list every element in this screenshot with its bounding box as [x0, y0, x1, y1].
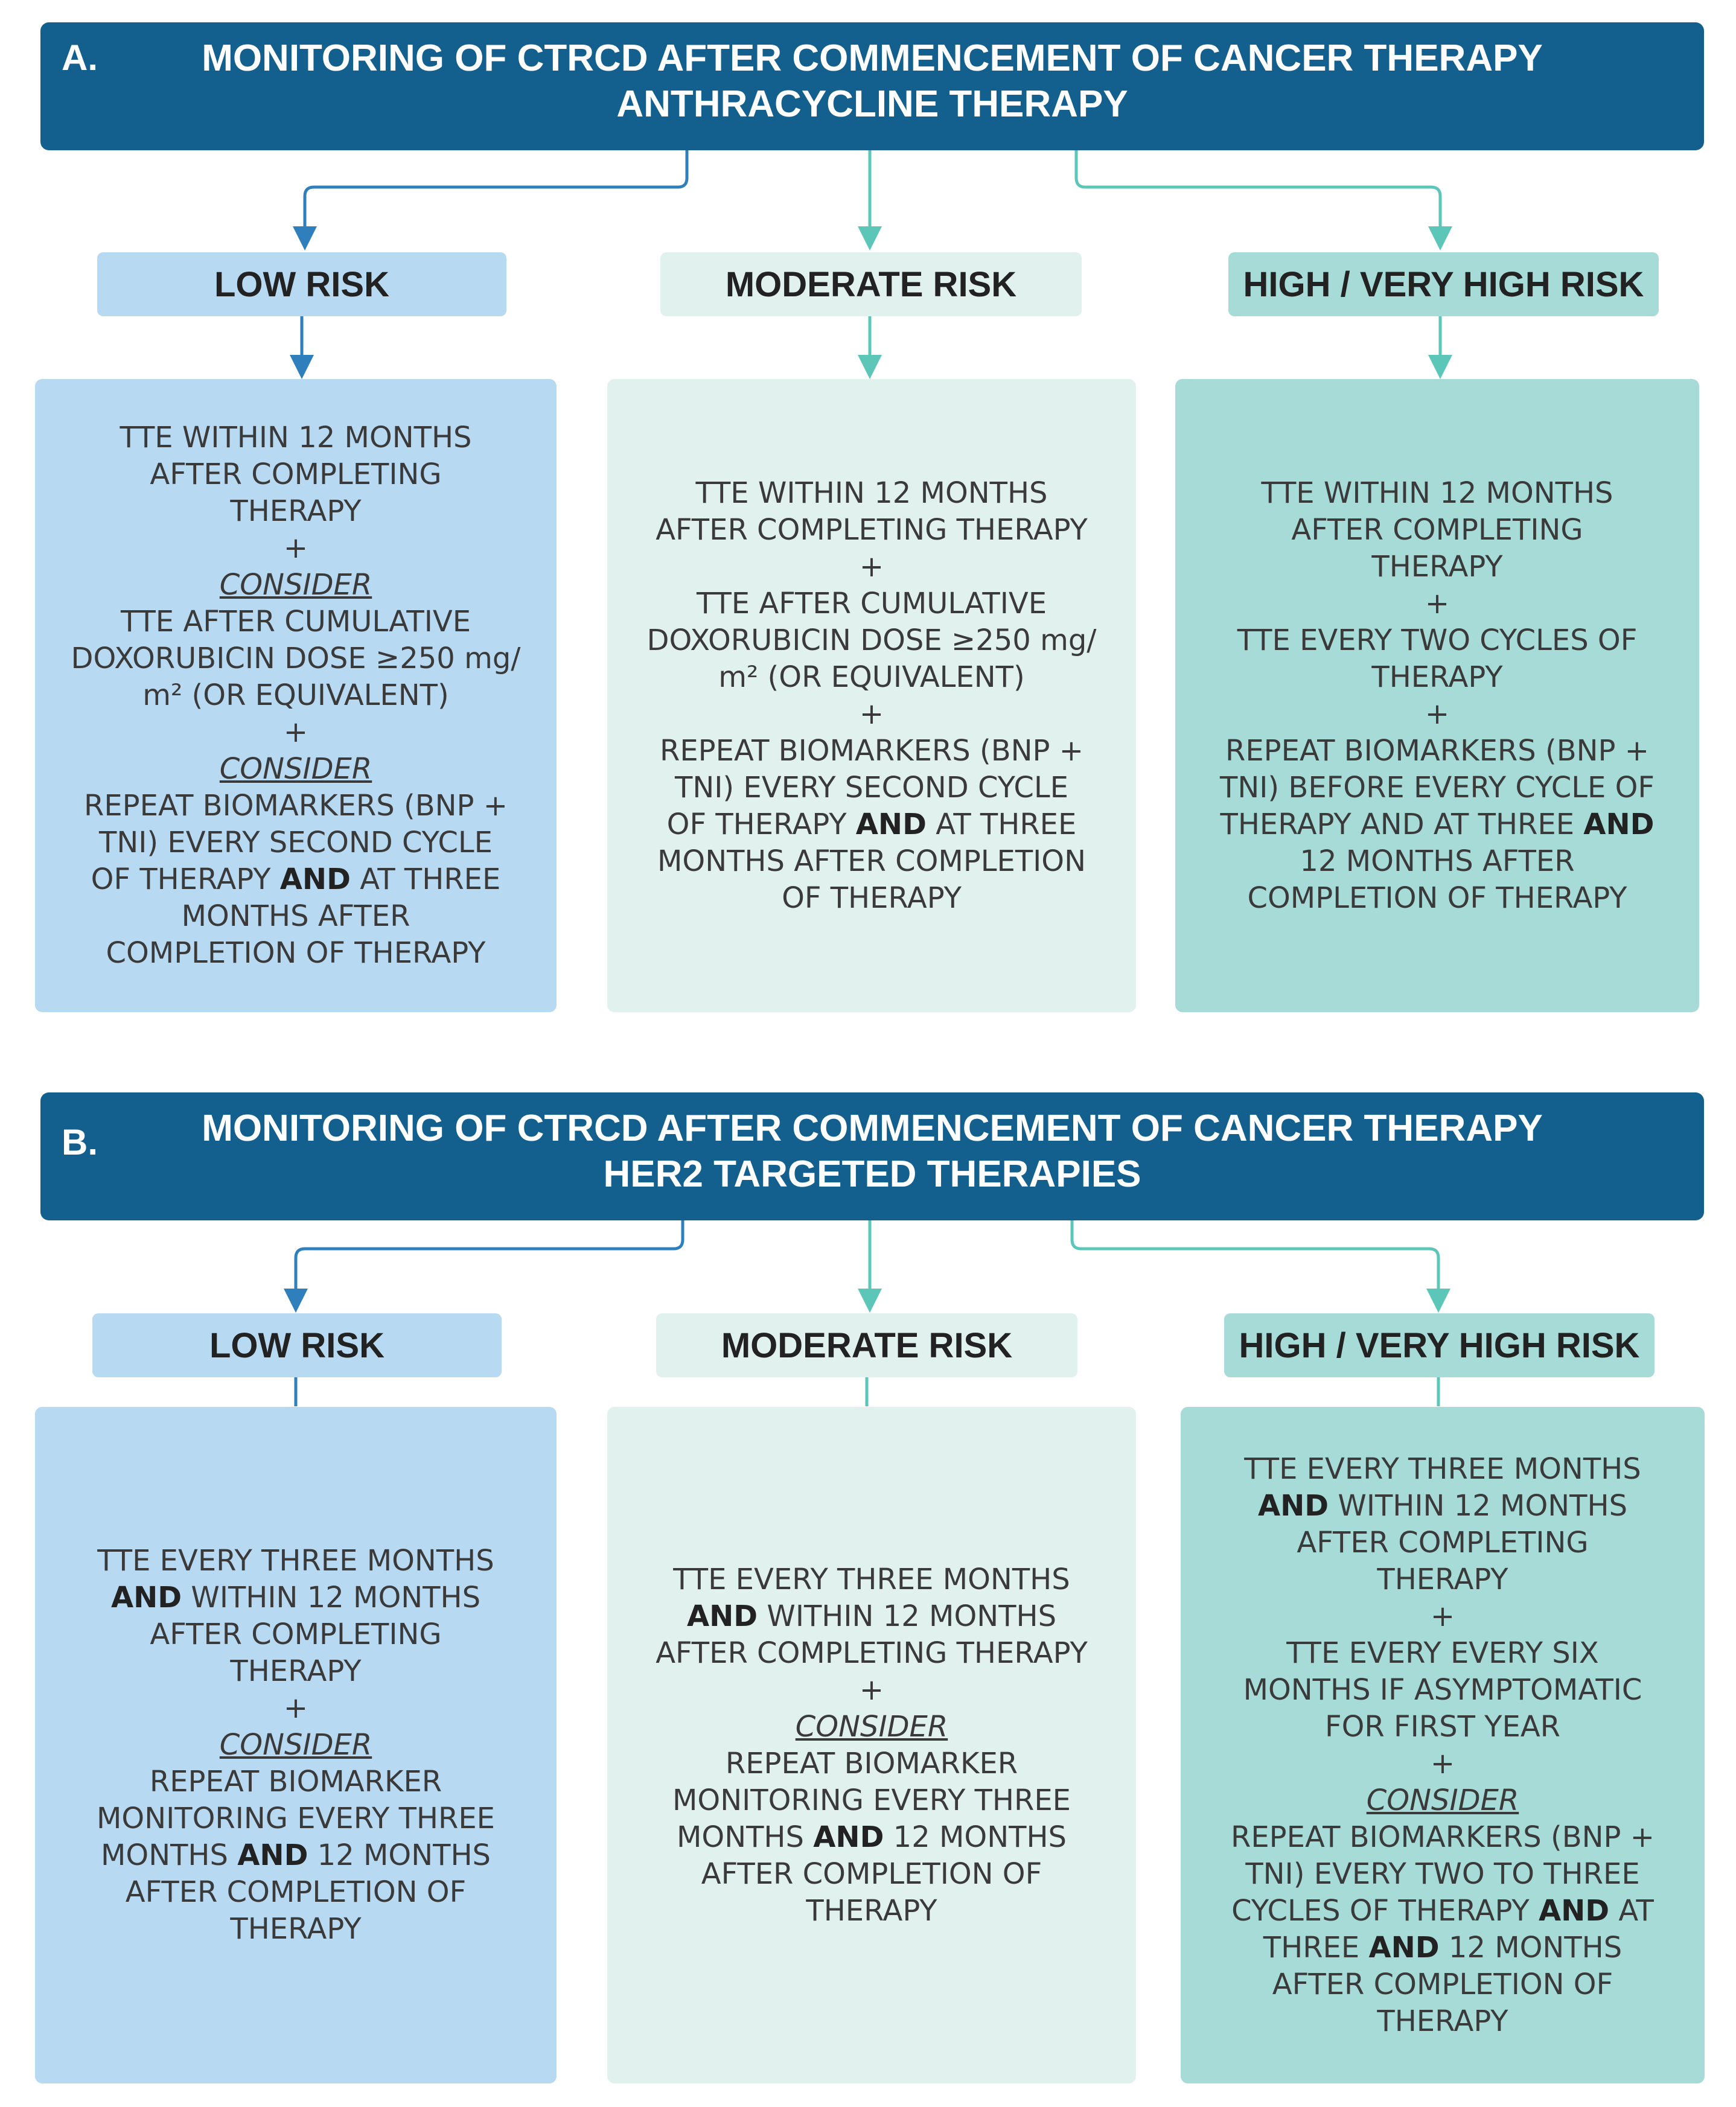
- b-high-plus: +: [1430, 1599, 1455, 1633]
- text-run: 12 MONTHS: [308, 1838, 491, 1872]
- a-low-line: [91, 861, 501, 898]
- section-a-low-risk-box: [35, 379, 557, 1012]
- b-high-line: [1231, 1893, 1654, 1930]
- a-mod-line: MONTHS AFTER COMPLETION: [657, 844, 1086, 878]
- a-mod-line: [667, 806, 1077, 843]
- a-high-line: 12 MONTHS AFTER: [1300, 844, 1575, 878]
- section-b-title: [40, 1106, 1704, 1197]
- section-a-moderate-risk-label: MODERATE RISK: [660, 252, 1082, 316]
- text-run: WITHIN 12 MONTHS: [758, 1599, 1057, 1633]
- b-low-line: AFTER COMPLETING: [150, 1618, 442, 1651]
- section-b-letter: B.: [62, 1122, 98, 1162]
- a-high-line: AFTER COMPLETING: [1291, 512, 1583, 547]
- b-high-line: MONTHS IF ASYMPTOMATIC: [1243, 1672, 1642, 1707]
- a-high-plus: +: [1425, 696, 1450, 731]
- b-high-consider: CONSIDER: [1366, 1783, 1519, 1817]
- text-run: THERAPY AND AT THREE: [1220, 807, 1584, 841]
- a-low-consider: CONSIDER: [219, 752, 372, 786]
- a-low-line: TTE WITHIN 12 MONTHS: [120, 421, 472, 454]
- a-low-line: REPEAT BIOMARKERS (BNP +: [84, 789, 508, 823]
- a-high-line: REPEAT BIOMARKERS (BNP +: [1225, 733, 1649, 768]
- text-run: AT: [1609, 1893, 1654, 1928]
- emphasis-and: AND: [110, 1581, 182, 1615]
- a-mod-line: TNI) EVERY SECOND CYCLE: [675, 770, 1068, 805]
- a-high-line: TNI) BEFORE EVERY CYCLE OF: [1220, 770, 1655, 805]
- b-low-plus: +: [283, 1691, 308, 1725]
- text-run: AT THREE: [350, 862, 501, 896]
- emphasis-and: AND: [1257, 1488, 1329, 1523]
- emphasis-and: AND: [237, 1838, 308, 1872]
- b-low-line: AFTER COMPLETION OF: [125, 1875, 467, 1909]
- text-run: WITHIN 12 MONTHS: [182, 1581, 481, 1615]
- text-run: OF THERAPY: [91, 862, 280, 896]
- a-high-plus: +: [1425, 586, 1450, 620]
- section-b-low-risk-label: LOW RISK: [92, 1313, 502, 1377]
- b-high-line: REPEAT BIOMARKERS (BNP +: [1231, 1820, 1655, 1854]
- section-a-high-risk-box: [1175, 379, 1699, 1012]
- b-low-line: TTE EVERY THREE MONTHS: [97, 1544, 494, 1578]
- b-low-line: [111, 1579, 480, 1616]
- b-mod-line: TTE EVERY THREE MONTHS: [673, 1562, 1070, 1596]
- a-mod-line: DOXORUBICIN DOSE ≥250 mg/: [646, 623, 1097, 657]
- section-a-high-risk-label: HIGH / VERY HIGH RISK: [1228, 252, 1659, 316]
- b-low-line: MONITORING EVERY THREE: [97, 1802, 495, 1835]
- b-low-line: THERAPY: [230, 1654, 362, 1688]
- b-high-line: THERAPY: [1377, 2004, 1508, 2038]
- text-run: MONTHS: [677, 1820, 814, 1854]
- section-a-title: [40, 36, 1704, 127]
- a-mod-line: TTE WITHIN 12 MONTHS: [695, 476, 1048, 510]
- a-high-line: THERAPY: [1371, 549, 1503, 584]
- arrow-a-low: [305, 149, 687, 238]
- a-low-line: MONTHS AFTER: [181, 899, 410, 933]
- text-run: THREE: [1263, 1930, 1369, 1965]
- a-mod-line: TTE AFTER CUMULATIVE: [696, 586, 1047, 620]
- section-a-header: [40, 22, 1704, 150]
- text-run: AT THREE: [926, 807, 1077, 841]
- arrow-b-low: [296, 1220, 683, 1301]
- a-low-line: AFTER COMPLETING: [150, 457, 442, 491]
- text-run: 12 MONTHS: [884, 1820, 1067, 1854]
- b-low-line: THERAPY: [230, 1912, 362, 1946]
- b-mod-line: [677, 1819, 1067, 1856]
- a-low-line: DOXORUBICIN DOSE ≥250 mg/: [71, 642, 521, 675]
- section-b-title-line2: HER2 TARGETED THERAPIES: [603, 1153, 1141, 1195]
- a-high-line: TTE EVERY TWO CYCLES OF: [1237, 623, 1638, 657]
- a-mod-line: OF THERAPY: [782, 881, 962, 915]
- b-mod-plus: +: [859, 1672, 884, 1707]
- b-high-line: AFTER COMPLETING: [1297, 1525, 1589, 1560]
- emphasis-and: AND: [686, 1599, 758, 1633]
- section-b-high-risk-box: [1181, 1407, 1705, 2083]
- section-a-title-line2: ANTHRACYCLINE THERAPY: [616, 83, 1128, 125]
- a-high-line: [1221, 806, 1655, 843]
- a-low-line: THERAPY: [230, 494, 362, 528]
- a-low-line: COMPLETION OF THERAPY: [106, 936, 486, 970]
- emphasis-and: AND: [1368, 1930, 1440, 1965]
- a-high-line: TTE WITHIN 12 MONTHS: [1261, 476, 1613, 510]
- text-run: 12 MONTHS: [1439, 1930, 1623, 1965]
- b-mod-line: REPEAT BIOMARKER: [725, 1746, 1018, 1780]
- arrow-a-high: [1076, 149, 1440, 238]
- section-a-moderate-risk-box: [607, 379, 1136, 1012]
- a-low-plus: +: [283, 531, 308, 565]
- emphasis-and: AND: [279, 862, 351, 896]
- b-high-line: TNI) EVERY TWO TO THREE: [1245, 1857, 1640, 1891]
- a-low-line: TNI) EVERY SECOND CYCLE: [99, 826, 493, 859]
- a-high-line: THERAPY: [1371, 660, 1503, 694]
- a-mod-line: AFTER COMPLETING THERAPY: [656, 512, 1088, 547]
- b-low-consider: CONSIDER: [219, 1728, 372, 1762]
- emphasis-and: AND: [1583, 807, 1655, 841]
- section-a-title-line1: MONITORING OF CTRCD AFTER COMMENCEMENT OF CANCER THERAPY: [202, 37, 1543, 79]
- b-mod-line: MONITORING EVERY THREE: [672, 1783, 1071, 1817]
- section-a-letter: A.: [62, 37, 98, 78]
- section-b-moderate-risk-box: [607, 1407, 1136, 2083]
- a-mod-plus: +: [859, 549, 884, 584]
- b-high-line: AFTER COMPLETION OF: [1272, 1967, 1613, 2001]
- emphasis-and: AND: [855, 807, 927, 841]
- a-low-consider: CONSIDER: [219, 568, 372, 602]
- section-b-high-risk-label: HIGH / VERY HIGH RISK: [1224, 1313, 1655, 1377]
- text-run: OF THERAPY: [666, 807, 856, 841]
- a-high-line: COMPLETION OF THERAPY: [1247, 881, 1627, 915]
- b-high-line: [1258, 1488, 1627, 1525]
- b-mod-line: AFTER COMPLETING THERAPY: [656, 1636, 1088, 1670]
- b-high-plus: +: [1430, 1746, 1455, 1780]
- emphasis-and: AND: [1538, 1893, 1610, 1928]
- section-b-title-line1: MONITORING OF CTRCD AFTER COMMENCEMENT OF CANCER THERAPY: [202, 1108, 1543, 1149]
- b-mod-consider: CONSIDER: [795, 1709, 948, 1744]
- text-run: MONTHS: [101, 1838, 238, 1872]
- b-low-line: [101, 1837, 491, 1874]
- b-mod-line: THERAPY: [806, 1893, 937, 1928]
- section-b-header: [40, 1092, 1704, 1220]
- section-b-moderate-risk-label: MODERATE RISK: [656, 1313, 1077, 1377]
- a-low-line: m² (OR EQUIVALENT): [142, 678, 449, 712]
- text-run: WITHIN 12 MONTHS: [1329, 1488, 1628, 1523]
- b-high-line: THERAPY: [1377, 1562, 1508, 1596]
- b-mod-line: [687, 1598, 1056, 1635]
- b-low-line: REPEAT BIOMARKER: [149, 1765, 442, 1799]
- b-high-line: TTE EVERY EVERY SIX: [1286, 1636, 1599, 1670]
- section-a-low-risk-label: LOW RISK: [97, 252, 506, 316]
- a-low-plus: +: [283, 715, 308, 749]
- arrow-b-high: [1072, 1220, 1438, 1301]
- b-high-line: TTE EVERY THREE MONTHS: [1244, 1452, 1641, 1486]
- a-mod-line: m² (OR EQUIVALENT): [718, 660, 1025, 694]
- a-mod-line: REPEAT BIOMARKERS (BNP +: [660, 733, 1083, 768]
- emphasis-and: AND: [813, 1820, 884, 1854]
- b-high-line: [1263, 1930, 1622, 1966]
- b-mod-line: AFTER COMPLETION OF: [701, 1857, 1042, 1891]
- b-high-line: FOR FIRST YEAR: [1325, 1709, 1560, 1744]
- text-run: CYCLES OF THERAPY: [1231, 1893, 1539, 1928]
- section-b-low-risk-box: [35, 1407, 557, 2083]
- a-mod-plus: +: [859, 696, 884, 731]
- a-low-line: TTE AFTER CUMULATIVE: [120, 605, 471, 639]
